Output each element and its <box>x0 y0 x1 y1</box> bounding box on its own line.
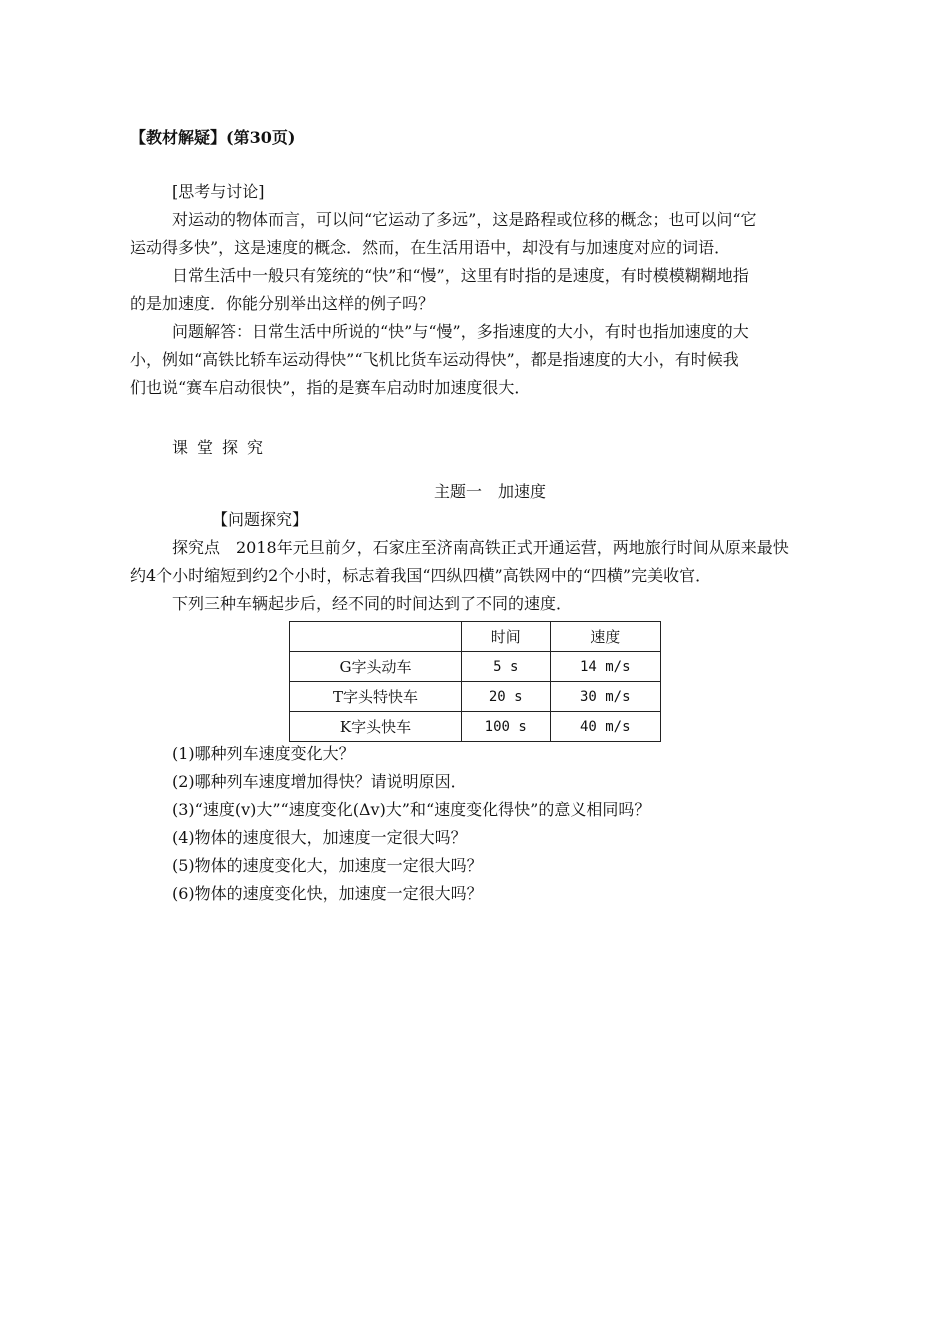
table-cell: T字头特快车 <box>290 682 462 712</box>
paragraph-line: 日常生活中一般只有笼统的“快”和“慢”，这里有时指的是速度，有时模模糊糊地指 <box>172 266 749 285</box>
table-cell: 14 m/s <box>550 652 660 682</box>
question-item: (6)物体的速度变化快，加速度一定很大吗？ <box>172 884 483 903</box>
paragraph-line: 们也说“赛车启动很快”，指的是赛车启动时加速度很大． <box>130 378 531 397</box>
table-cell: G字头动车 <box>290 652 462 682</box>
paragraph-line: 的是加速度．你能分别举出这样的例子吗？ <box>130 294 435 313</box>
question-item: (3)“速度(v)大”“速度变化(Δv)大”和“速度变化得快”的意义相同吗？ <box>172 800 651 819</box>
paragraph-line: 小，例如“高铁比轿车运动得快”“飞机比货车运动得快”，都是指速度的大小，有时候我 <box>130 350 739 369</box>
table-header-cell <box>290 622 462 652</box>
topic-title: 主题一 加速度 <box>434 482 547 501</box>
table-cell: 100 s <box>461 712 550 742</box>
table-header-cell: 时间 <box>461 622 550 652</box>
question-item: (2)哪种列车速度增加得快？请说明原因． <box>172 772 467 791</box>
table-row <box>290 652 661 682</box>
classroom-title: 课堂探究 <box>172 438 273 457</box>
table-cell: 5 s <box>461 652 550 682</box>
table-cell: 20 s <box>461 682 550 712</box>
intro-line: 下列三种车辆起步后，经不同的时间达到了不同的速度． <box>172 594 573 613</box>
section-heading: 【教材解疑】(第30页) <box>130 128 296 147</box>
train-table <box>289 621 661 742</box>
discussion-subtitle: [思考与讨论] <box>172 182 265 201</box>
table-cell: 30 m/s <box>550 682 660 712</box>
question-item: (4)物体的速度很大，加速度一定很大吗？ <box>172 828 467 847</box>
table-header-cell: 速度 <box>550 622 660 652</box>
table-row <box>290 682 661 712</box>
intro-line: 约4个小时缩短到约2个小时，标志着我国“四纵四横”高铁网中的“四横”完美收官． <box>130 566 712 585</box>
table-cell: K字头快车 <box>290 712 462 742</box>
question-item: (5)物体的速度变化大，加速度一定很大吗？ <box>172 856 483 875</box>
paragraph-line: 对运动的物体而言，可以问“它运动了多远”，这是路程或位移的概念；也可以问“它 <box>172 210 757 229</box>
paragraph-line: 问题解答：日常生活中所说的“快”与“慢”，多指速度的大小，有时也指加速度的大 <box>172 322 749 341</box>
intro-line: 探究点 2018年元旦前夕，石家庄至济南高铁正式开通运营，两地旅行时间从原来最快 <box>172 538 789 557</box>
table-header-row <box>290 622 661 652</box>
problem-label: 【问题探究】 <box>212 510 309 529</box>
paragraph-line: 运动得多快”，这是速度的概念．然而，在生活用语中，却没有与加速度对应的词语． <box>130 238 731 257</box>
question-item: (1)哪种列车速度变化大？ <box>172 744 355 763</box>
table-row <box>290 712 661 742</box>
table-cell: 40 m/s <box>550 712 660 742</box>
